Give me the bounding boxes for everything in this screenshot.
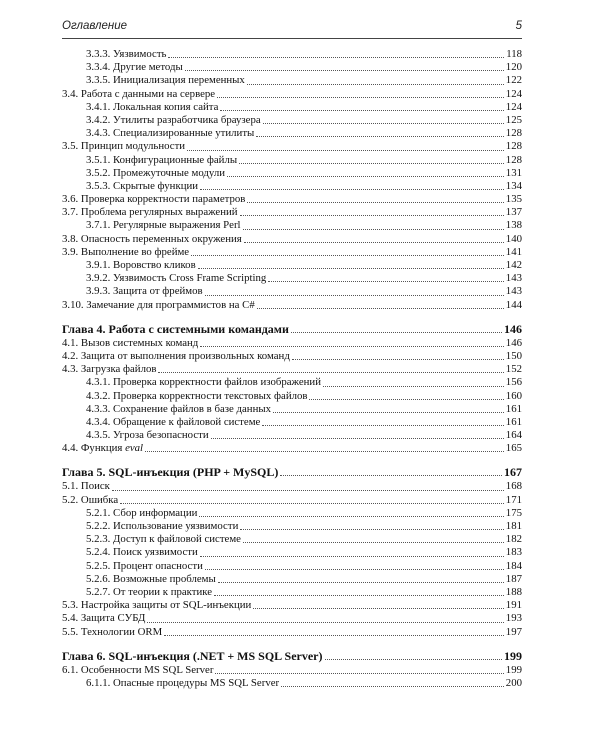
toc-entry [62,61,522,74]
header-title: Оглавление [62,20,127,32]
toc-entry [62,586,522,599]
page-number: 5 [515,20,522,32]
dot-leader [199,516,503,517]
toc-entry-title: 4.1. Вызов системных команд [62,336,199,349]
dot-leader [263,123,504,124]
dot-leader [281,686,504,687]
toc-entry [62,299,522,312]
toc-entry-page: 160 [505,389,522,402]
toc-entry-page: 143 [505,272,522,285]
toc-entry-page: 161 [505,402,522,415]
toc-entry-page: 122 [505,74,522,87]
toc-entry-page: 167 [504,465,522,480]
toc-entry [62,520,522,533]
toc-entry-page: 168 [505,480,522,493]
toc-entry-title: 4.2. Защита от выполнения произвольных команд [62,349,290,362]
toc-entry [62,272,522,285]
toc-entry-title: 3.3.3. Уязвимость [86,48,167,60]
toc-entry-page: 150 [505,349,522,362]
toc-entry-title: 3.4. Работа с данными на сервере [62,87,216,100]
running-header [62,20,522,38]
toc-entry-title: 4.3.4. Обращение к файловой системе [86,415,261,428]
toc-entry [62,167,522,180]
dot-leader [120,503,504,504]
dot-leader [158,372,503,373]
toc-entry-title-emphasis: eval [125,442,144,455]
dot-leader [205,569,504,570]
toc-entry-page: 142 [505,259,522,271]
toc-entry-title: 3.10. Замечание для программистов на C# [62,298,255,311]
toc-entry [62,560,522,573]
toc-entry [62,219,522,232]
toc-entry-title: 5.2. Ошибка [62,493,119,506]
toc-entry-page: 124 [505,100,522,113]
toc-entry [62,494,522,507]
toc-entry-title: 3.6. Проверка корректности параметров [62,193,246,206]
dot-leader [280,475,502,476]
toc-entry [62,626,522,639]
toc-entry-page: 165 [505,442,522,455]
toc-entry [62,88,522,101]
dot-leader [262,425,503,426]
toc-entry-title: Глава 6. SQL-инъекция (.NET + MS SQL Server) [62,648,323,663]
toc-entry [62,677,522,690]
toc-entry-title: 5.2.3. Доступ к файловой системе [86,533,241,546]
toc-entry-page: 182 [505,533,522,546]
dot-leader [292,359,504,360]
toc-entry-title: 3.4.1. Локальная копия сайта [86,100,219,113]
toc-entry-page: 125 [505,113,522,126]
toc-entry-page: 124 [505,87,522,100]
dot-leader [205,295,504,296]
toc-entry-title: 3.4.2. Утилиты разработчика браузера [86,113,261,126]
toc-entry-title: 5.3. Настройка защиты от SQL-инъекции [62,599,252,612]
toc-entry-title: 5.2.1. Сбор информации [86,506,198,519]
toc-entry-page: 143 [505,285,522,298]
toc-entry-page: 135 [505,193,522,206]
toc-entry-page: 120 [505,61,522,74]
toc-entry-title: 3.7. Проблема регулярных выражений [62,206,238,219]
toc-entry-page: 137 [505,206,522,219]
dot-leader [257,308,504,309]
toc-entry [62,180,522,193]
toc-entry [62,114,522,127]
dot-leader [198,268,504,269]
dot-leader [291,332,502,333]
toc-entry-page: 183 [505,546,522,559]
dot-leader [217,97,504,98]
toc-entry-title: 5.1. Поиск [62,480,110,493]
toc-entry [62,350,522,363]
dot-leader [214,595,504,596]
toc-entry-title: 3.9.1. Воровство кликов [86,259,196,271]
dot-leader [243,229,504,230]
dot-leader [325,659,502,660]
toc-chapter-entry [62,464,522,480]
toc-entry-page: 118 [506,48,522,60]
toc-entry-title: 3.5. Принцип модульности [62,140,186,153]
toc-entry-page: 187 [505,572,522,585]
toc-entry [62,285,522,298]
toc-entry [62,599,522,612]
toc-entry-page: 146 [505,336,522,349]
toc-entry-page: 191 [505,599,522,612]
toc-entry-page: 156 [505,376,522,389]
toc-entry-page: 197 [505,625,522,638]
toc-entry [62,74,522,87]
dot-leader [187,150,504,151]
dot-leader [309,399,503,400]
toc-entry-page: 200 [505,676,522,689]
toc-entry-page: 161 [505,415,522,428]
toc-entry [62,206,522,219]
toc-entry [62,246,522,259]
toc-entry [62,337,522,350]
toc-entry-title: 3.8. Опасность переменных окружения [62,232,242,245]
toc-chapter-entry [62,321,522,337]
table-of-contents [62,48,522,690]
toc-entry [62,140,522,153]
toc-entry [62,546,522,559]
toc-entry-title: 3.9.2. Уязвимость Cross Frame Scripting [86,272,267,285]
toc-entry-page: 128 [505,140,522,153]
toc-entry [62,233,522,246]
toc-entry-title: 4.3.5. Угроза безопасности [86,429,209,442]
dot-leader [247,202,503,203]
toc-entry-title: 5.2.7. От теории к практике [86,585,213,598]
toc-entry-title: 5.2.2. Использование уязвимости [86,520,239,532]
toc-entry-title: 4.3.2. Проверка корректности текстовых файлов [86,389,308,402]
toc-entry-page: 128 [505,153,522,166]
dot-leader [240,215,504,216]
dot-leader [164,635,504,636]
dot-leader [253,608,504,609]
toc-entry-page: 131 [505,166,522,179]
toc-chapter-entry [62,648,522,664]
toc-entry-page: 128 [505,127,522,140]
toc-entry [62,376,522,389]
toc-entry [62,573,522,586]
toc-entry-page: 141 [505,245,522,258]
toc-entry-title: 3.7.1. Регулярные выражения Perl [86,219,241,232]
dot-leader [200,556,504,557]
toc-entry-title: 6.1. Особенности MS SQL Server [62,663,214,676]
toc-entry-title: 3.3.5. Инициализация переменных [86,74,245,87]
toc-entry [62,259,522,272]
toc-entry-page: 144 [505,298,522,311]
dot-leader [200,346,504,347]
toc-entry [62,612,522,625]
dot-leader [220,110,503,111]
dot-leader [323,386,504,387]
toc-entry-page: 146 [504,321,522,336]
toc-entry [62,101,522,114]
dot-leader [168,57,504,58]
toc-entry-page: 199 [505,663,522,676]
dot-leader [215,673,503,674]
toc-entry-title: 5.2.5. Процент опасности [86,559,203,572]
dot-leader [244,242,504,243]
toc-entry [62,390,522,403]
toc-entry [62,533,522,546]
dot-leader [247,84,504,85]
toc-entry-page: 140 [505,232,522,245]
toc-entry-title: 3.5.2. Промежуточные модули [86,166,226,179]
toc-entry-title: 5.2.6. Возможные проблемы [86,572,216,585]
toc-entry-title: 5.5. Технологии ORM [62,625,163,638]
toc-entry [62,429,522,442]
dot-leader [145,451,504,452]
toc-entry [62,193,522,206]
toc-entry-title: 3.9.3. Защита от фреймов [86,285,203,298]
dot-leader [240,529,503,530]
toc-entry-title: 3.5.3. Скрытые функции [86,179,199,192]
toc-entry-title: 4.3.3. Сохранение файлов в базе данных [86,402,272,415]
toc-entry-title: 5.4. Защита СУБД [62,612,146,625]
toc-entry [62,363,522,376]
toc-entry-title: 4.4. Функция eval [62,442,144,455]
toc-entry-title: 4.3.1. Проверка корректности файлов изображений [86,376,321,389]
toc-entry-page: 181 [505,520,522,532]
toc-entry [62,480,522,493]
toc-entry-title: 3.5.1. Конфигурационные файлы [86,153,238,166]
toc-entry-title: Глава 4. Работа с системными командами [62,321,289,336]
dot-leader [191,255,504,256]
dot-leader [256,136,504,137]
toc-entry-title: 4.3. Загрузка файлов [62,363,157,376]
header-rule [62,38,522,39]
dot-leader [147,622,503,623]
toc-entry-page: 164 [505,429,522,442]
toc-entry [62,154,522,167]
dot-leader [227,176,504,177]
toc-entry-page: 152 [505,363,522,376]
toc-entry [62,507,522,520]
dot-leader [273,412,504,413]
dot-leader [211,438,504,439]
toc-entry [62,416,522,429]
dot-leader [200,189,504,190]
toc-entry [62,48,522,61]
toc-entry-page: 134 [505,179,522,192]
toc-entry-title: 6.1.1. Опасные процедуры MS SQL Server [86,676,280,689]
toc-entry [62,127,522,140]
toc-entry-page: 193 [505,612,522,625]
toc-entry-page: 184 [505,559,522,572]
dot-leader [218,582,504,583]
dot-leader [243,542,504,543]
toc-entry [62,403,522,416]
toc-entry-title: 3.9. Выполнение во фрейме [62,245,190,258]
toc-entry-page: 199 [504,648,522,663]
toc-entry-page: 171 [505,493,522,506]
toc-entry [62,664,522,677]
dot-leader [185,70,504,71]
dot-leader [112,490,504,491]
toc-entry-title: 3.3.4. Другие методы [86,61,183,74]
toc-entry-title: 3.4.3. Специализированные утилиты [86,127,255,140]
dot-leader [268,281,503,282]
dot-leader [239,163,504,164]
toc-entry-page: 175 [505,506,522,519]
toc-entry-page: 188 [505,585,522,598]
toc-entry-title: Глава 5. SQL-инъекция (PHP + MySQL) [62,465,279,480]
toc-entry [62,442,522,455]
toc-entry-page: 138 [505,219,522,232]
toc-entry-title: 5.2.4. Поиск уязвимости [86,546,198,559]
